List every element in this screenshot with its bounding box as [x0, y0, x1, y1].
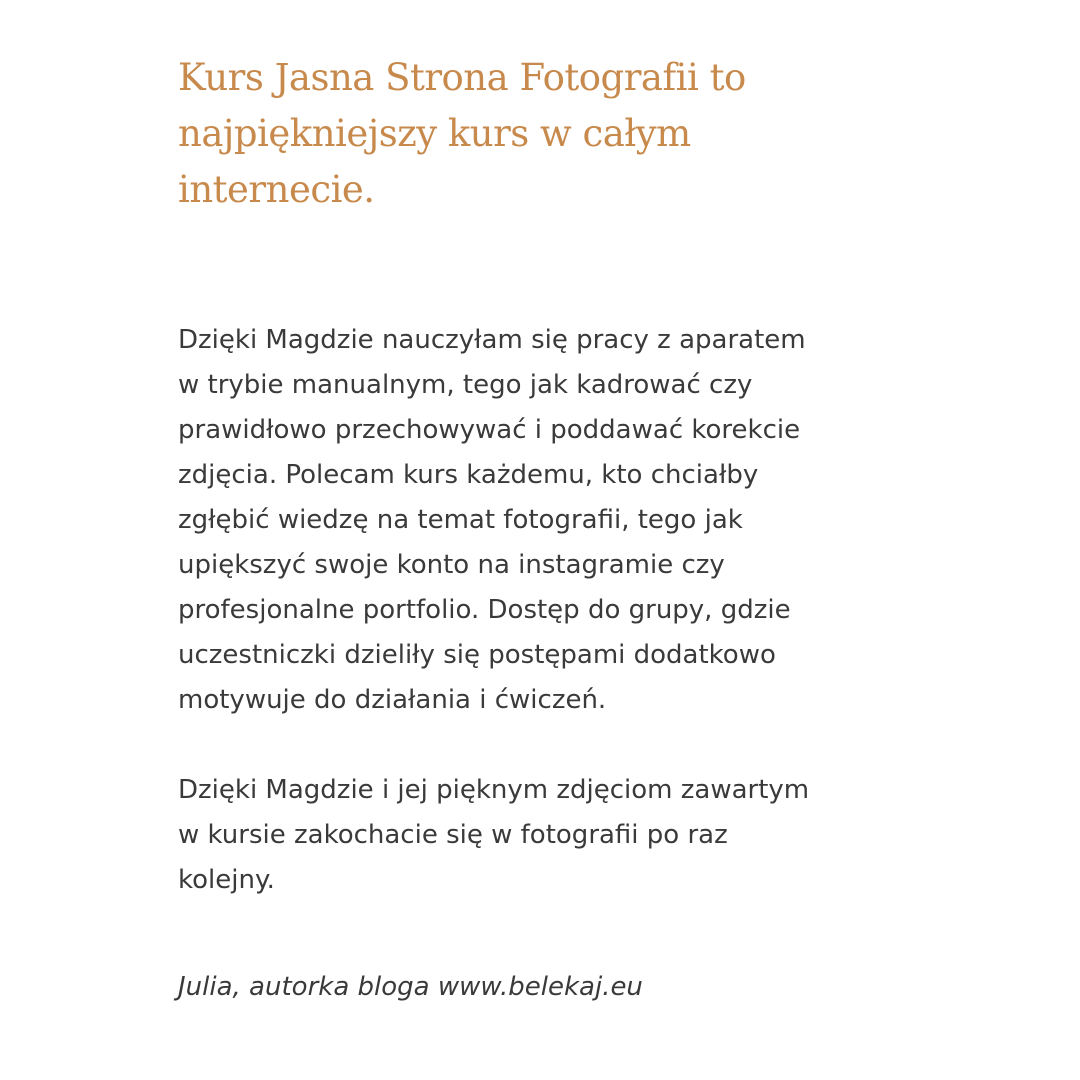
testimonial-paragraph-2: Dzięki Magdzie i jej pięknym zdjęciom zawartym w kursie zakochacie się w fotografii po raz kolejny. [178, 775, 810, 895]
testimonial-paragraph-1: Dzięki Magdzie nauczyłam się pracy z aparatem w trybie manualnym, tego jak kadrować czy prawidłowo przechowywać i poddawać korekcie zdjęcia. Polecam kurs każdemu, kto chciałby zgłębić wiedzę na temat fotografii, tego jak upiększyć swoje konto na instagramie czy profesjonalne portfolio. Dostęp do grupy, gdzie uczestniczki dzieliły się postępami dodatkowo motywuje do działania i ćwiczeń. [178, 325, 806, 715]
testimonial-content [178, 50, 898, 1010]
testimonial-signature: Julia, autorka bloga www.belekaj.eu [178, 972, 643, 1002]
testimonial-heading: Kurs Jasna Strona Fotografii to najpiękniejszy kurs w całym internecie. [178, 56, 746, 211]
